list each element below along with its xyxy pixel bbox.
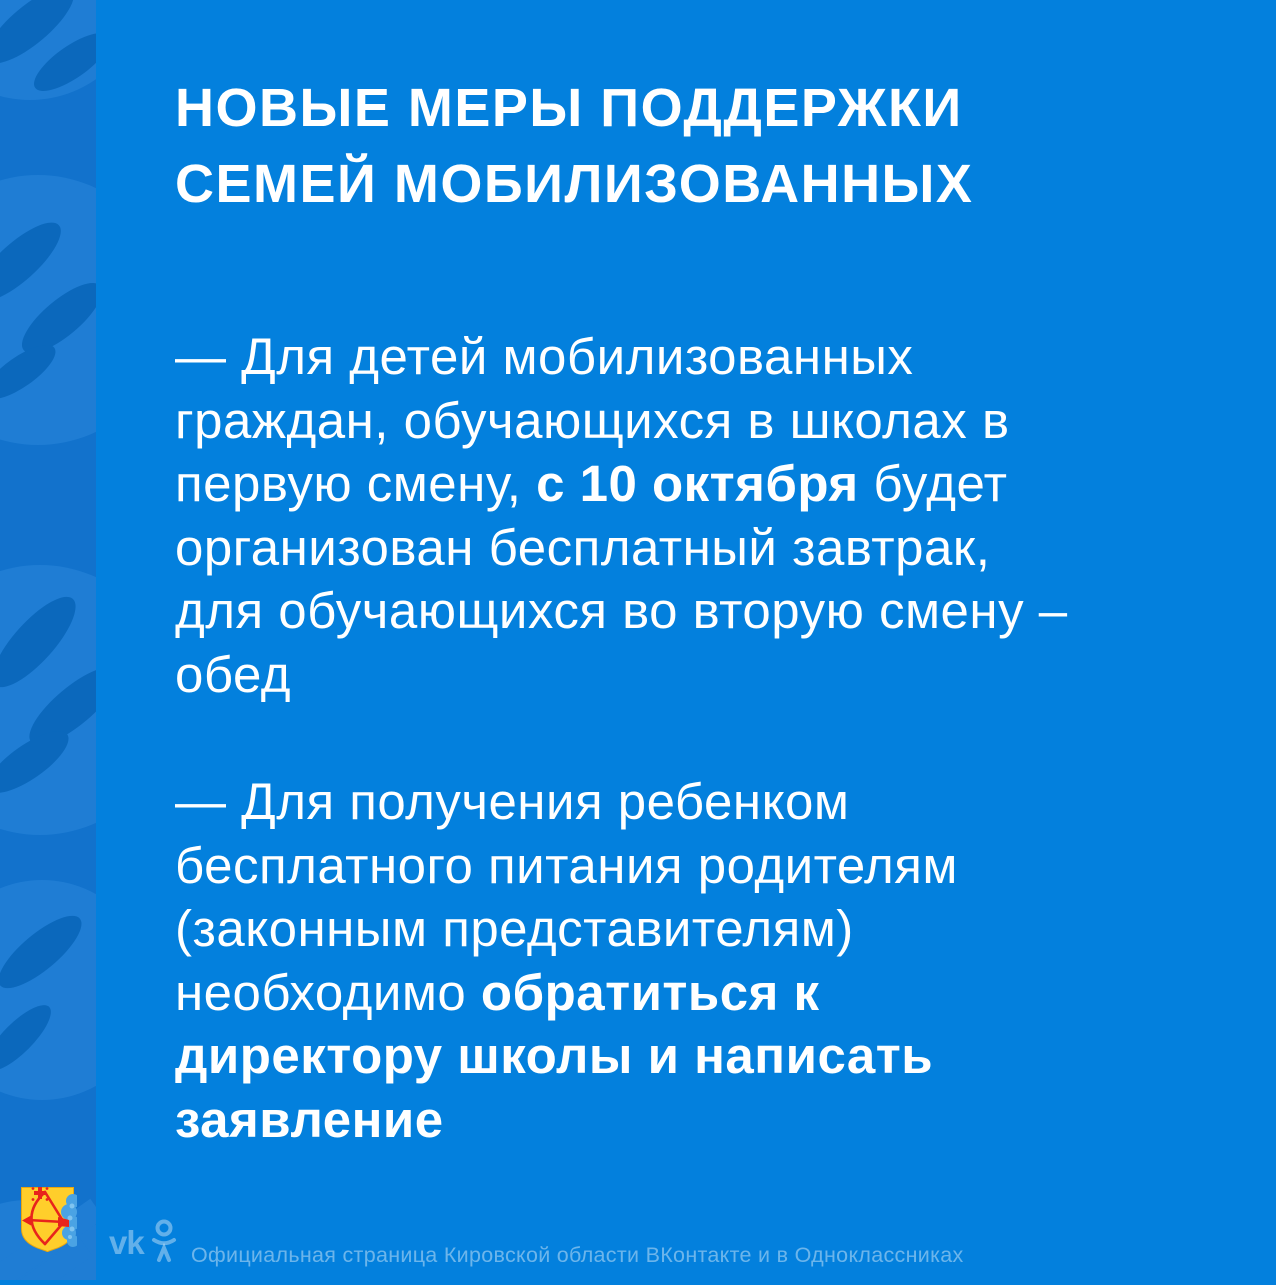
text-segment: первую смену, — [175, 455, 537, 512]
paragraph-2-line: директору школы и написать — [175, 1027, 934, 1084]
kirov-oblast-coat-of-arms-icon — [18, 1185, 77, 1252]
coat-of-arms-graphic — [18, 1185, 77, 1252]
text-segment: необходимо — [175, 963, 481, 1021]
footer-caption: Официальная страница Кировской области ВКонтакте и в Одноклассниках — [191, 1243, 964, 1267]
paragraph-1-line: граждан, обучающихся в школах в — [175, 391, 1010, 449]
paragraph-1-line — [175, 452, 1215, 516]
paragraph-1-line: организован бесплатный завтрак, — [175, 518, 991, 576]
paragraph-2 — [175, 770, 1215, 1151]
title-line-2: СЕМЕЙ МОБИЛИЗОВАННЫХ — [175, 154, 974, 214]
title-line-1: НОВЫЕ МЕРЫ ПОДДЕРЖКИ — [175, 78, 963, 138]
paragraph-1-line: обед — [175, 645, 292, 703]
ok-person-graphic — [151, 1219, 177, 1263]
paragraph-2-line: бесплатного питания родителям — [175, 836, 958, 894]
decorative-pattern-strip — [0, 0, 96, 1280]
text-segment: будет — [858, 455, 1008, 512]
paragraph-1 — [175, 325, 1215, 706]
odnoklassniki-icon — [151, 1219, 177, 1263]
paragraph-2-line: — Для получения ребенком — [175, 773, 850, 830]
vk-icon: vk — [109, 1224, 144, 1261]
pattern-graphic — [0, 0, 96, 1280]
highlight-date: с 10 октября — [536, 455, 859, 512]
paragraph-2-line — [175, 961, 1215, 1025]
paragraph-1-line: для обучающихся во вторую смену – — [175, 582, 1068, 639]
paragraph-2-line: заявление — [175, 1090, 444, 1148]
paragraph-2-line: (законным представителям) — [175, 900, 854, 957]
paragraph-1-line: — Для детей мобилизованных — [175, 328, 914, 385]
highlight-action: обратиться к — [480, 963, 820, 1021]
poster-title — [175, 70, 1195, 222]
